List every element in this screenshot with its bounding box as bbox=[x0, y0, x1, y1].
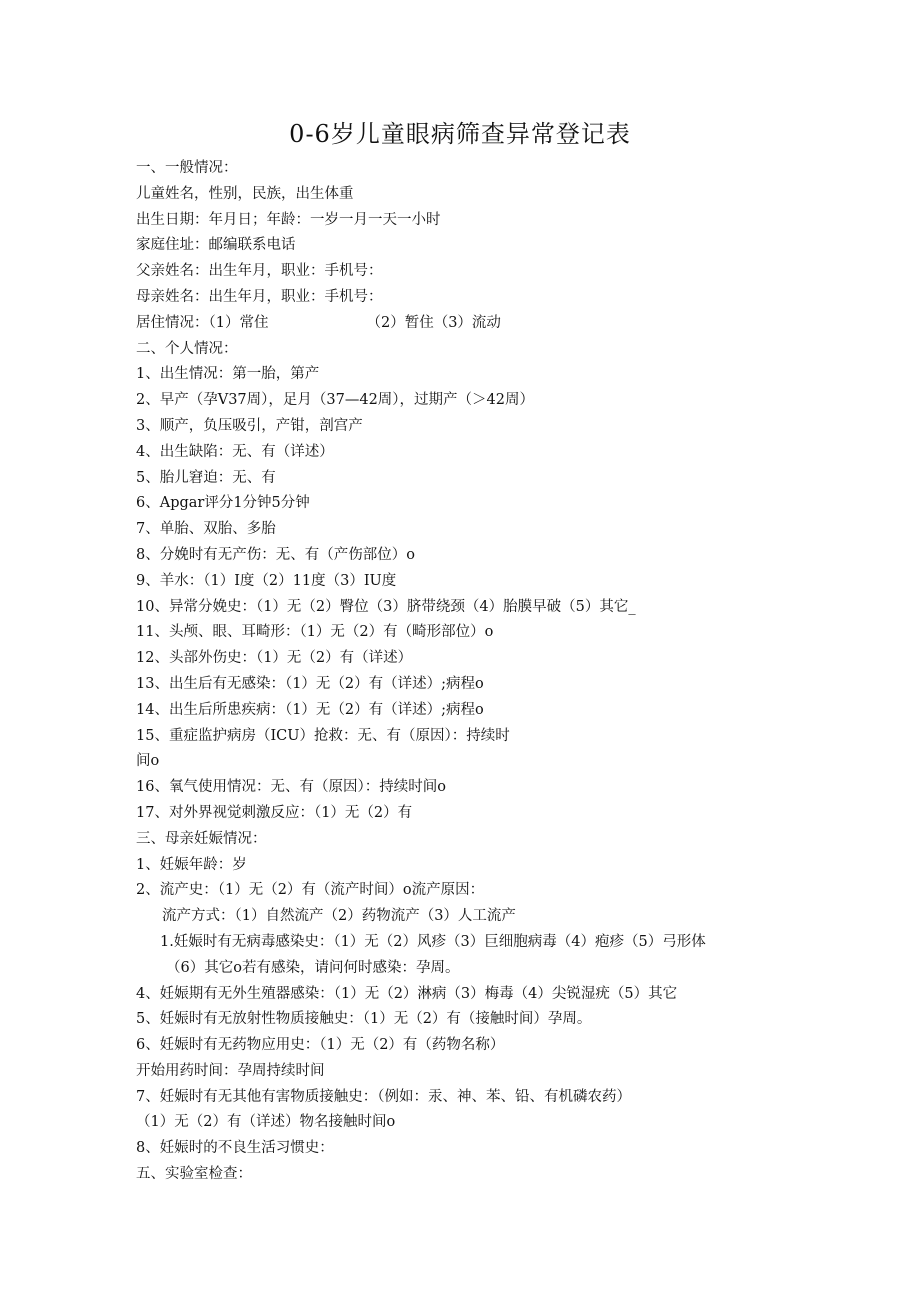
form-line: 3、顺产，负压吸引，产钳，剖宫产 bbox=[136, 417, 363, 434]
form-line: 4、出生缺陷：无、有（详述） bbox=[136, 443, 334, 460]
form-line: 母亲姓名：出生年月，职业：手机号： bbox=[136, 288, 383, 305]
form-line: 9、羊水：（1）I度（2）11度（3）IU度 bbox=[136, 572, 397, 589]
form-line: 6、Apgar评分1分钟5分钟 bbox=[136, 495, 310, 512]
form-line: 5、胎儿窘迫：无、有 bbox=[136, 469, 276, 486]
document-title: 0-6岁儿童眼病筛查异常登记表 bbox=[289, 120, 631, 148]
form-body bbox=[136, 156, 836, 1188]
form-line: （1）无（2）有（详述）物名接触时间o bbox=[136, 1114, 396, 1131]
form-line: 儿童姓名，性别，民族，出生体重 bbox=[136, 185, 354, 202]
section-heading-maternal: 三、母亲妊娠情况： bbox=[136, 830, 267, 847]
form-line: 6、妊娠时有无药物应用史：（1）无（2）有（药物名称） bbox=[136, 1037, 505, 1054]
form-line: （6）其它o若有感染，请问何时感染：孕周。 bbox=[166, 959, 460, 976]
form-line: 11、头颅、眼、耳畸形：（1）无（2）有（畸形部位）o bbox=[136, 624, 494, 641]
form-line: 15、重症监护病房（ICU）抢救：无、有（原因）：持续时 bbox=[136, 727, 510, 744]
form-line: 2、早产（孕V37周），足月（37—42周），过期产（＞42周） bbox=[136, 392, 534, 409]
residence-option-temporary: （2）暂住（3）流动 bbox=[366, 314, 501, 331]
form-line: 12、头部外伤史：（1）无（2）有（详述） bbox=[136, 650, 413, 667]
form-line: 1、出生情况：第一胎，第产 bbox=[136, 366, 320, 383]
residence-line bbox=[136, 311, 836, 337]
section-heading-personal: 二、个人情况： bbox=[136, 340, 238, 357]
section-heading-general: 一、一般情况： bbox=[136, 160, 238, 176]
form-line: 2、流产史：（1）无（2）有（流产时间）o流产原因： bbox=[136, 882, 485, 899]
form-line: 间o bbox=[136, 753, 160, 770]
form-line: 1、妊娠年龄：岁 bbox=[136, 856, 247, 873]
form-line: 17、对外界视觉刺激反应：（1）无（2）有 bbox=[136, 804, 413, 821]
form-line: 7、单胎、双胎、多胎 bbox=[136, 521, 276, 538]
form-line: 10、异常分娩史：（1）无（2）臀位（3）脐带绕颈（4）胎膜早破（5）其它_ bbox=[136, 598, 636, 615]
form-line: 家庭住址：邮编联系电话 bbox=[136, 237, 296, 254]
section-heading-lab: 五、实验室检查： bbox=[136, 1166, 252, 1183]
form-line: 13、出生后有无感染：（1）无（2）有（详述）;病程o bbox=[136, 675, 484, 692]
form-line: 1.妊娠时有无病毒感染史：（1）无（2）风疹（3）巨细胞病毒（4）疱疹（5）弓形体 bbox=[160, 933, 706, 950]
form-line: 8、妊娠时的不良生活习惯史： bbox=[136, 1140, 334, 1157]
form-line: 5、妊娠时有无放射性物质接触史：（1）无（2）有（接触时间）孕周。 bbox=[136, 1011, 592, 1028]
form-line: 14、出生后所患疾病：（1）无（2）有（详述）;病程o bbox=[136, 701, 484, 718]
form-line: 父亲姓名：出生年月，职业：手机号： bbox=[136, 263, 383, 280]
form-line: 8、分娩时有无产伤：无、有（产伤部位）o bbox=[136, 546, 415, 563]
form-line: 16、氧气使用情况：无、有（原因）：持续时间o bbox=[136, 779, 446, 796]
form-line: 7、妊娠时有无其他有害物质接触史：（例如：汞、神、苯、铅、有机磷农药） bbox=[136, 1088, 631, 1105]
form-line: 4、妊娠期有无外生殖器感染：（1）无（2）淋病（3）梅毒（4）尖锐湿疣（5）其它 bbox=[136, 985, 678, 1002]
form-line: 流产方式：（1）自然流产（2）药物流产（3）人工流产 bbox=[162, 908, 516, 925]
form-line: 开始用药时间：孕周持续时间 bbox=[136, 1062, 325, 1079]
form-line: 出生日期：年月日；年龄：一岁一月一天一小时 bbox=[136, 211, 441, 228]
residence-option-permanent: 居住情况：（1）常住 bbox=[136, 314, 269, 331]
